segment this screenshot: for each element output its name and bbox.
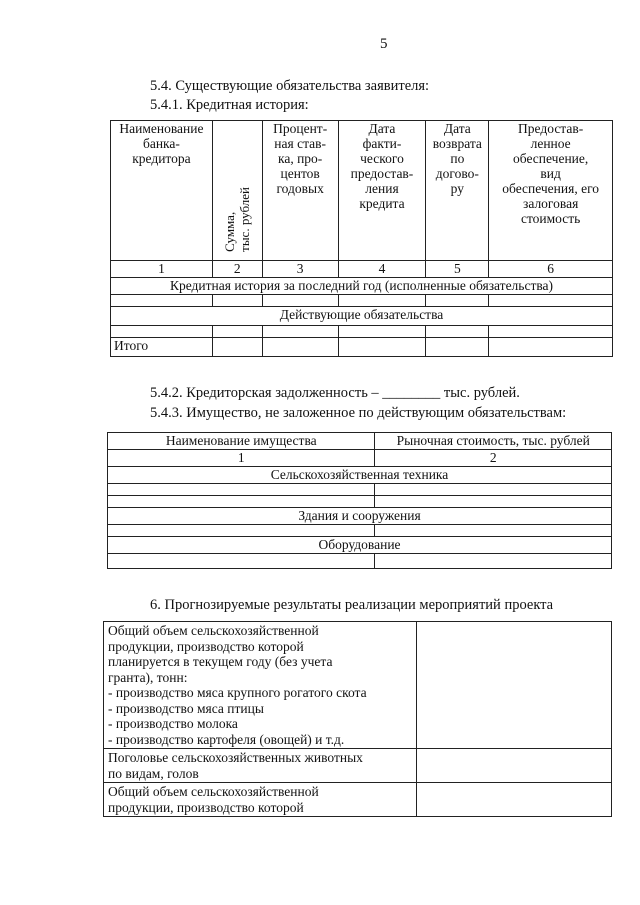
header-line: ческого	[360, 151, 404, 166]
column-number: 3	[262, 261, 338, 278]
column-number: 1	[111, 261, 213, 278]
table-cell	[489, 338, 613, 357]
results-line: продукции, производство которой	[108, 638, 304, 654]
header-line: годовых	[276, 181, 324, 196]
credit-header-row	[111, 121, 613, 261]
results-line: - производство мяса птицы	[108, 700, 264, 716]
header-line: кредитора	[132, 151, 191, 166]
results-line: гранта), тонн:	[108, 669, 188, 685]
header-interest-rate	[262, 121, 338, 261]
header-line: Наименование	[119, 121, 204, 136]
table-cell	[108, 525, 375, 537]
total-row	[111, 338, 613, 357]
table-cell	[111, 326, 213, 338]
header-line: Процент-	[273, 121, 328, 136]
column-number: 2	[375, 450, 612, 467]
results-row	[104, 783, 612, 817]
results-label	[104, 783, 417, 817]
table-row	[108, 496, 612, 508]
property-header-row	[108, 433, 612, 450]
group-label: Здания и сооружения	[108, 508, 612, 525]
page-number: 5	[380, 36, 388, 52]
column-number-row	[111, 261, 613, 278]
header-line: ка, про-	[277, 151, 323, 166]
section-5-4-2-text: 5.4.2. Кредиторская задолженность – ________ тыс. рублей.	[150, 385, 520, 401]
table-cell	[212, 326, 262, 338]
section-label: Действующие обязательства	[111, 307, 613, 326]
results-line: продукции, производство которой	[108, 799, 304, 815]
header-line: обеспечение,	[513, 151, 589, 166]
table-cell	[111, 295, 213, 307]
results-table	[103, 621, 612, 817]
results-row	[104, 749, 612, 783]
group-row-equipment	[108, 537, 612, 554]
table-row	[111, 326, 613, 338]
header-amount	[212, 121, 262, 261]
table-cell	[338, 338, 426, 357]
column-number: 2	[212, 261, 262, 278]
header-collateral	[489, 121, 613, 261]
section-row-history	[111, 278, 613, 295]
table-cell	[375, 554, 612, 569]
section-5-4-1-title: 5.4.1. Кредитная история:	[150, 97, 309, 113]
results-line: Общий объем сельскохозяйственной	[108, 623, 319, 638]
header-line: ная став-	[274, 136, 327, 151]
table-cell	[489, 295, 613, 307]
header-line: Предостав-	[518, 121, 584, 136]
table-cell	[338, 326, 426, 338]
column-number: 6	[489, 261, 613, 278]
results-line: Общий объем сельскохозяйственной	[108, 784, 319, 799]
header-line: догово-	[435, 166, 479, 181]
table-row	[108, 484, 612, 496]
header-line: тыс. рублей	[237, 187, 253, 252]
header-bank-creditor	[111, 121, 213, 261]
header-date-issued	[338, 121, 426, 261]
column-number: 1	[108, 450, 375, 467]
group-row-machinery	[108, 467, 612, 484]
total-label: Итого	[111, 338, 213, 357]
header-line: стоимость	[520, 211, 581, 226]
header-line: Дата	[368, 121, 396, 136]
group-label: Оборудование	[108, 537, 612, 554]
table-cell	[108, 496, 375, 508]
table-cell	[262, 326, 338, 338]
header-line: вид	[540, 166, 561, 181]
table-cell	[375, 496, 612, 508]
header-line: возврата	[432, 136, 482, 151]
header-line: ру	[450, 181, 464, 196]
results-line: - производство картофеля (овощей) и т.д.	[108, 731, 345, 747]
header-line: кредита	[359, 196, 405, 211]
header-property-name: Наименование имущества	[108, 433, 375, 450]
results-line: по видам, голов	[108, 765, 199, 781]
table-cell	[212, 295, 262, 307]
header-line: Дата	[443, 121, 471, 136]
header-market-value: Рыночная стоимость, тыс. рублей	[375, 433, 612, 450]
column-number: 4	[338, 261, 426, 278]
section-5-4-3-title: 5.4.3. Имущество, не заложенное по действующим обязательствам:	[150, 405, 567, 421]
header-line: ления	[365, 181, 399, 196]
section-label: Кредитная история за последний год (исполненные обязательства)	[111, 278, 613, 295]
table-cell	[262, 338, 338, 357]
table-cell	[262, 295, 338, 307]
results-label	[104, 622, 417, 749]
header-line: залоговая	[523, 196, 579, 211]
credit-history-table	[110, 120, 613, 357]
property-table	[107, 432, 612, 569]
header-date-return	[426, 121, 489, 261]
table-row	[111, 295, 613, 307]
header-line: центов	[280, 166, 320, 181]
table-cell	[108, 484, 375, 496]
table-cell	[108, 554, 375, 569]
column-number-row	[108, 450, 612, 467]
results-line: Поголовье сельскохозяйственных животных	[108, 750, 363, 765]
table-row	[108, 525, 612, 537]
header-line: факти-	[362, 136, 402, 151]
header-line: Сумма,	[222, 211, 238, 252]
results-value	[416, 783, 611, 817]
table-cell	[426, 338, 489, 357]
table-cell	[375, 525, 612, 537]
results-line: - производство мяса крупного рогатого скота	[108, 685, 367, 700]
table-cell	[489, 326, 613, 338]
table-row	[108, 554, 612, 569]
results-row	[104, 622, 612, 749]
header-line: по	[450, 151, 465, 166]
results-line: планируется в текущем году (без учета	[108, 654, 333, 669]
header-amount-vertical	[222, 187, 252, 252]
section-5-4-title: 5.4. Существующие обязательства заявителя:	[150, 78, 430, 94]
header-line: предостав-	[350, 166, 414, 181]
table-cell	[212, 338, 262, 357]
results-value	[416, 622, 611, 749]
column-number: 5	[426, 261, 489, 278]
table-cell	[375, 484, 612, 496]
header-line: обеспечения, его	[502, 181, 600, 196]
table-cell	[426, 295, 489, 307]
results-label	[104, 749, 417, 783]
results-value	[416, 749, 611, 783]
section-row-current	[111, 307, 613, 326]
group-row-buildings	[108, 508, 612, 525]
table-cell	[426, 326, 489, 338]
table-cell	[338, 295, 426, 307]
results-line: - производство молока	[108, 716, 238, 731]
section-6-title: 6. Прогнозируемые результаты реализации мероприятий проекта	[150, 597, 554, 613]
header-line: ленное	[530, 136, 571, 151]
group-label: Сельскохозяйственная техника	[108, 467, 612, 484]
header-line: банка-	[142, 136, 180, 151]
